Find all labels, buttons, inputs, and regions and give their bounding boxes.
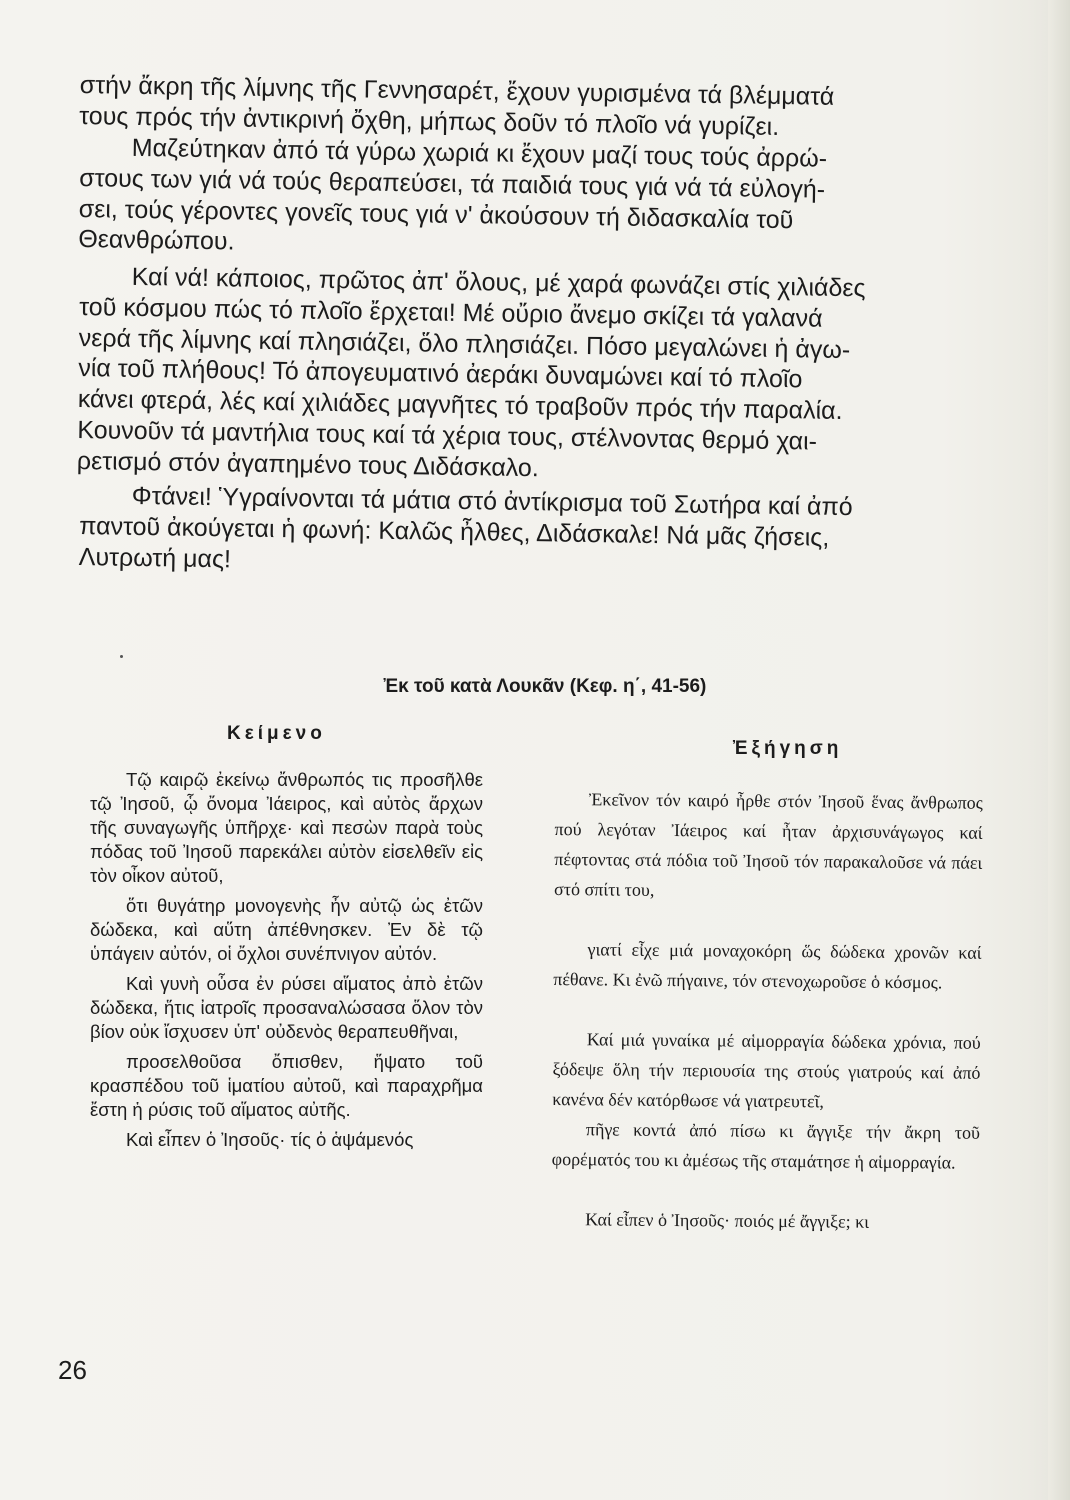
left-column-title: Κείμενο [227, 723, 326, 744]
section-heading: Ἐκ τοῦ κατὰ Λουκᾶν (Κεφ. η΄, 41-56) [383, 676, 707, 697]
explanation-paragraph: γιατί εἶχε μιά μοναχοκόρη ὥς δώδεκα χρονῶν καί πέθανε. Κι ἐνῶ πήγαινε, τόν στενοχωροῦσε ὁ κόσμος. [553, 939, 982, 993]
intro-paragraph: Φτάνει! Ὑγραίνονται τά μάτια στό ἀντίκρισμα τοῦ Σωτήρα καί ἀπό παντοῦ ἀκούγεται ἡ φωνή: Καλῶς ἦλθες, Διδάσκαλε! Νά μᾶς ζήσεις, Λυτρωτή μας! [78, 482, 853, 574]
intro-paragraph: στήν ἄκρη τῆς λίμνης τῆς Γεννησαρέτ, ἔχουν γυρισμένα τά βλέμματά τους πρός τήν ἀντικρινή ὄχθη, μήπως δοῦν τό πλοῖο νά γυρίζει. [79, 70, 835, 141]
page-edge [1048, 0, 1070, 1500]
original-paragraph: Καὶ γυνὴ οὖσα ἐν ρύσει αἵματος ἀπὸ ἐτῶν δώδεκα, ἥτις ἰατροῖς προσαναλώσασα ὅλον τὸν βίον οὐκ ἴσχυσεν ὑπ' οὐδενὸς θεραπευθῆναι, [90, 973, 483, 1042]
explanation-paragraph: Ἐκεῖνον τόν καιρό ἦρθε στόν Ἰησοῦ ἕνας ἄνθρωπος πού λεγόταν Ἰάειρος καί ἦταν ἀρχισυνάγωγος καί πέφτοντας στά πόδια τοῦ Ἰησοῦ τόν παρακαλοῦσε νά πάει στό σπίτι του, [553, 789, 983, 900]
right-column-title: Ἐξήγηση [733, 738, 843, 759]
intro-text [76, 70, 998, 574]
original-paragraph: ὅτι θυγάτηρ μονογενὴς ἦν αὐτῷ ὡς ἐτῶν δώδεκα, καὶ αὕτη ἀπέθνησκεν. Ἐν δὲ τῷ ὑπάγειν αὐτόν, οἱ ὄχλοι συνέπνιγον αὐτόν. [90, 895, 483, 964]
explanation-paragraph: Καί εἶπεν ὁ Ἰησοῦς· ποιός μέ ἄγγιξε; κι [585, 1209, 870, 1232]
intro-paragraph: Καί νά! κάποιος, πρῶτος ἀπ' ὅλους, μέ χαρά φωνάζει στίς χιλιάδες τοῦ κόσμου πώς τό πλοῖο ἔρχεται! Μέ οὔριο ἄνεμο σκίζει τά γαλανά νερά τῆς λίμνης καί πλησιάζει, ὅλο πλησιάζει. Πόσο μεγαλώνει ἡ ἀγω- νία τοῦ πλήθους! Τό ἀπογευματινό ἀεράκι δυναμώνει καί τό πλοῖο κάνει φτερά, λές καί χιλιάδες μαγνῆτες τό τραβοῦν πρός τήν παραλία. Κουνοῦν τά μαντήλια τους καί τά χέρια τους, στέλνοντας θερμό χαι- ρετισμό στόν ἀγαπημένο τους Διδάσκαλο. [76, 262, 866, 482]
original-paragraph: Καὶ εἶπεν ὁ Ἰησοῦς· τίς ὁ ἁψάμενός [126, 1129, 414, 1150]
explanation-paragraph: πῆγε κοντά ἀπό πίσω κι ἄγγιξε τήν ἄκρη τοῦ φορέματός του κι ἀμέσως τῆς σταμάτησε ἡ αἱμορραγία. [551, 1119, 981, 1173]
stray-dot [120, 655, 123, 658]
explanation-paragraph: Καί μιά γυναίκα μέ αἱμορραγία δώδεκα χρόνια, πού ξόδεψε ὅλη τήν περιουσία της στούς γιατρούς καί ἀπό κανένα δέν κατόρθωσε νά γιατρευτεῖ, [552, 1029, 981, 1112]
original-paragraph: προσελθοῦσα ὄπισθεν, ἥψατο τοῦ κρασπέδου τοῦ ἱματίου αὐτοῦ, καὶ παραχρῆμα ἔστη ἡ ρύσις τοῦ αἵματος αὐτῆς. [90, 1051, 483, 1120]
page-number: 26 [58, 1355, 87, 1385]
explanation-column [551, 784, 983, 1238]
original-paragraph: Τῷ καιρῷ ἐκείνῳ ἄνθρωπός τις προσῆλθε τῷ Ἰησοῦ, ᾧ ὄνομα Ἰάειρος, καὶ αὐτὸς ἄρχων τῆς συναγωγῆς ὑπῆρχε· καὶ πεσὼν παρὰ τοὺς πόδας τοῦ Ἰησοῦ παρεκάλει αὐτὸν εἰσελθεῖν εἰς τὸν οἶκον αὐτοῦ, [90, 769, 483, 886]
intro-paragraph: Μαζεύτηκαν ἀπό τά γύρω χωριά κι ἔχουν μαζί τους τούς ἀρρώ- στους των γιά νά τούς θεραπεύσει, τά παιδιά τους γιά νά τά εὐλογή- σει, τούς γέροντες γονεῖς τους γιά ν' ἀκούσουν τή διδασκαλία τοῦ Θεανθρώπου. [78, 133, 828, 256]
original-text-column [90, 768, 483, 1158]
